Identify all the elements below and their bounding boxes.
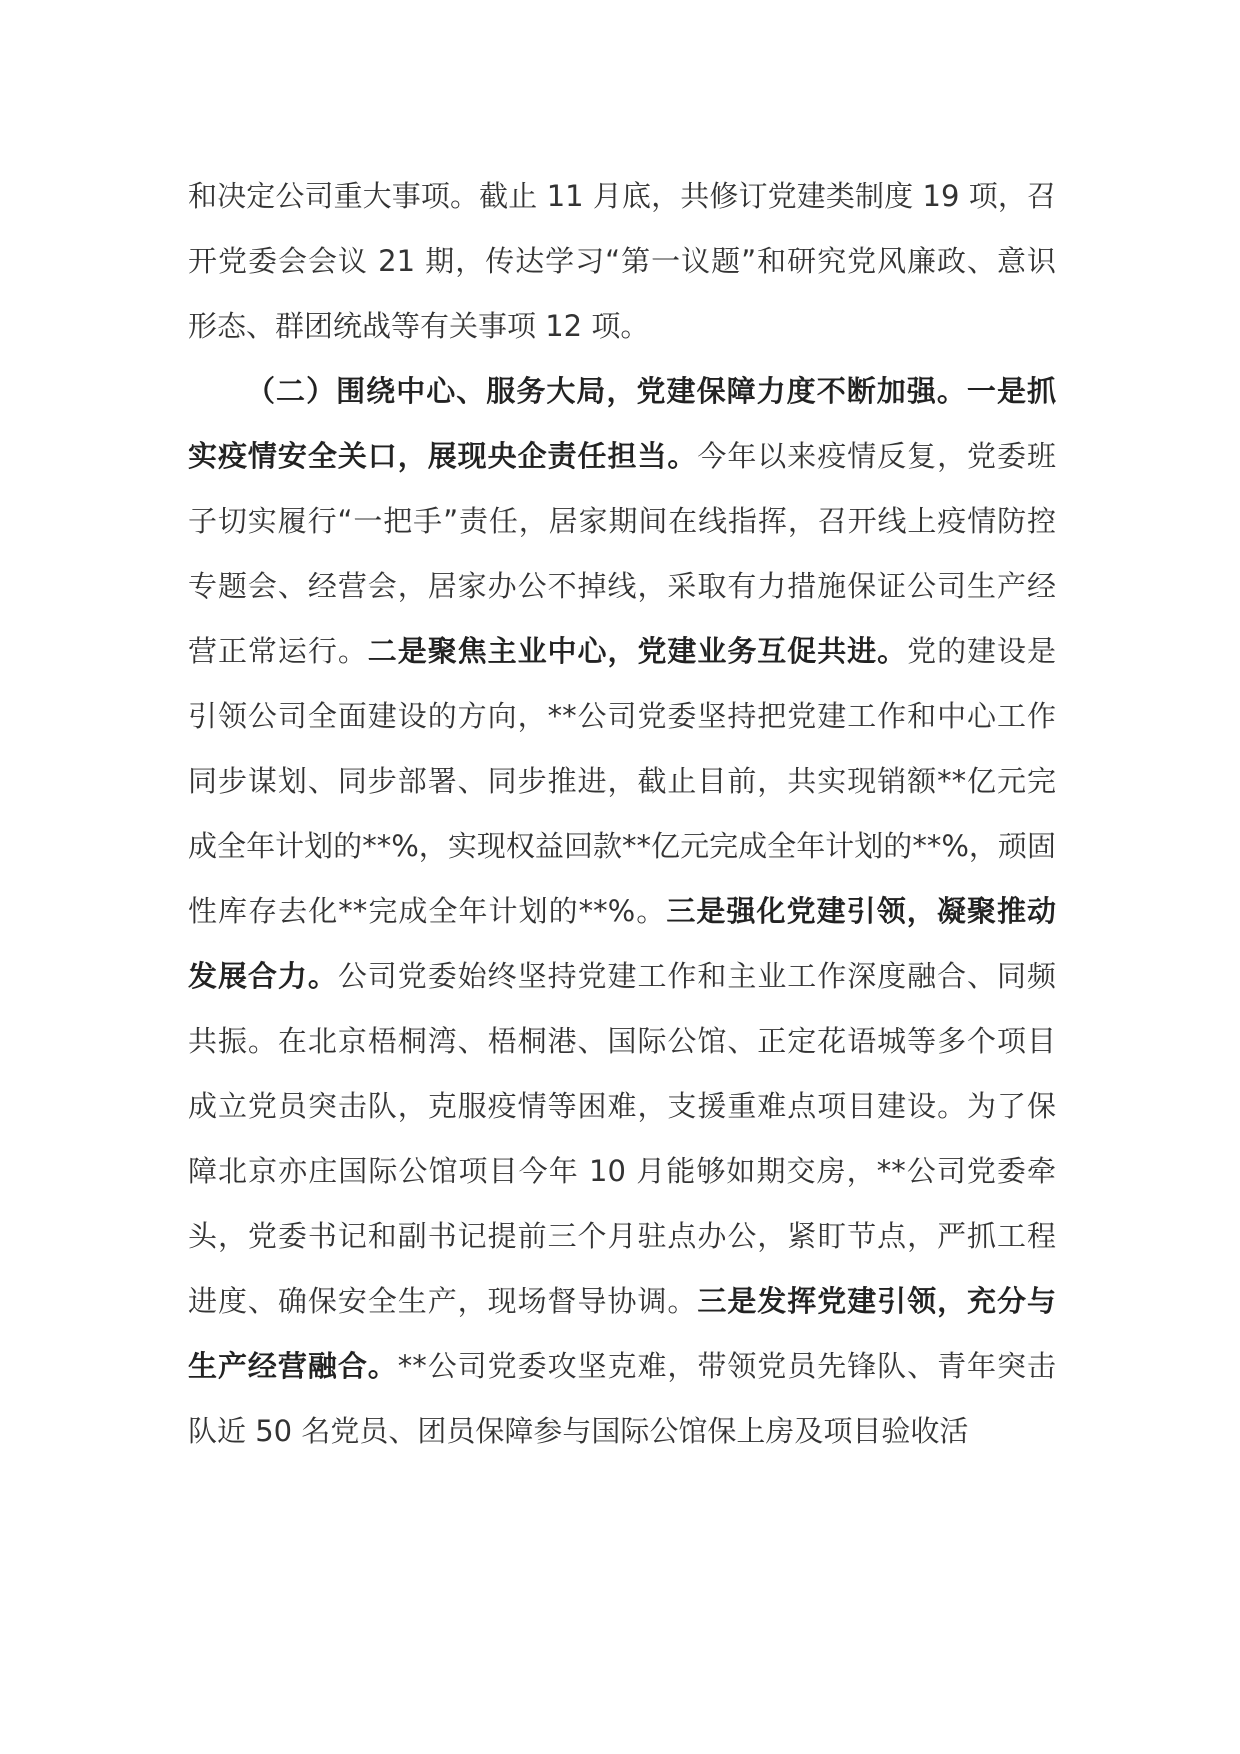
paragraph-2 bbox=[188, 359, 1056, 1464]
paragraph-1-text: 和决定公司重大事项。截止 11 月底，共修订党建类制度 19 项，召开党委会会议 21 期，传达学习“第一议题”和研究党风廉政、意识形态、群团统战等有关事项 12 项。 bbox=[188, 179, 1056, 343]
paragraph-1 bbox=[188, 164, 1056, 359]
point-heading-3a: 三是强化党建引领，凝聚推动发展合力。 bbox=[188, 894, 1056, 993]
paragraph-2-text-4: **公司党委攻坚克难，带领党员先锋队、青年突击队近 50 名党员、团员保障参与国际公馆保上房及项目验收活 bbox=[188, 1349, 1056, 1448]
paragraph-2-text-3: 公司党委始终坚持党建工作和主业工作深度融合、同频共振。在北京梧桐湾、梧桐港、国际公馆、正定花语城等多个项目成立党员突击队，克服疫情等困难，支援重难点项目建设。为了保障北京亦庄国际公馆项目今年 10 月能够如期交房，**公司党委牵头，党委书记和副书记提前三个月驻点办公，紧盯节点，严抓工程进度、确保安全生产，现场督导协调。 bbox=[188, 959, 1056, 1318]
document-page bbox=[188, 164, 1056, 1464]
point-heading-3b: 三是发挥党建引领，充分与生产经营融合。 bbox=[188, 1284, 1056, 1383]
point-heading-2: 二是聚焦主业中心，党建业务互促共进。 bbox=[367, 634, 908, 668]
paragraph-2-text-1: 今年以来疫情反复，党委班子切实履行“一把手”责任，居家期间在线指挥，召开线上疫情防控专题会、经营会，居家办公不掉线，采取有力措施保证公司生产经营正常运行。 bbox=[188, 439, 1056, 668]
paragraph-2-text-2: 党的建设是引领公司全面建设的方向，**公司党委坚持把党建工作和中心工作同步谋划、同步部署、同步推进，截止目前，共实现销额**亿元完成全年计划的**%，实现权益回款**亿元完成全年计划的**%，顽固性库存去化**完成全年计划的**%。 bbox=[188, 634, 1056, 928]
section-heading-2: （二）围绕中心、服务大局，党建保障力度不断加强。一是抓实疫情安全关口，展现央企责任担当。 bbox=[188, 374, 1056, 473]
